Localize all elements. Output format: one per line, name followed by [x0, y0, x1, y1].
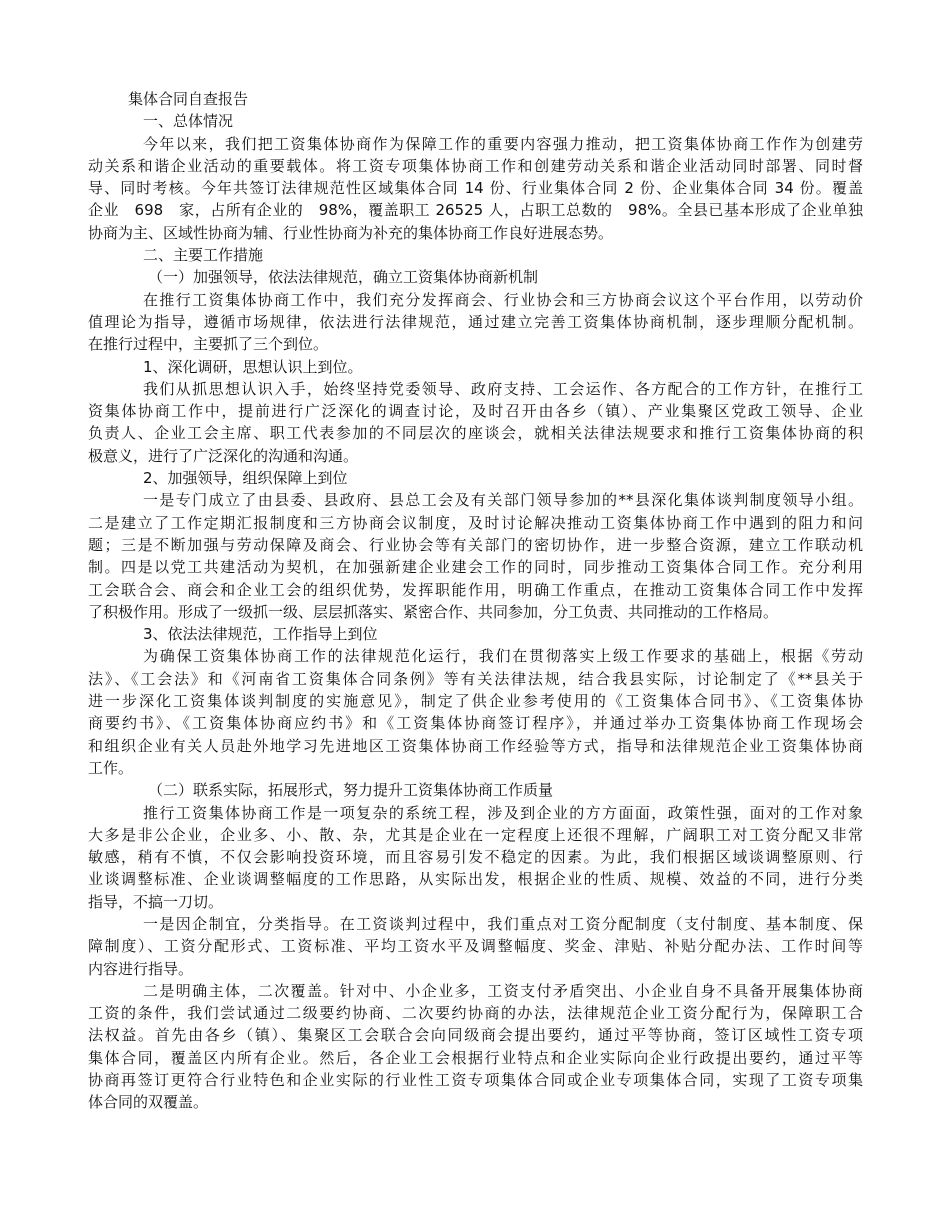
text-line: 极意义，进行了广泛深化的沟通和沟通。	[88, 446, 359, 465]
text-line: 协商再签订更符合行业特色和企业实际的行业性工资专项集体合同或企业专项集体合同，实现了工资专项集	[88, 1071, 863, 1090]
text-line: 推行工资集体协商工作是一项复杂的系统工程，涉及到企业的方方面面，政策性强，面对的工作对象	[143, 803, 863, 822]
text-line: （一）加强领导，依法法律规范，确立工资集体协商新机制	[148, 268, 539, 287]
text-line: 大多是非公企业，企业多、小、散、杂，尤其是企业在一定程度上还很不理解，广阔职工对工资分配又非常	[88, 825, 863, 844]
text-line: 协商为主、区域性协商为辅、行业性协商为补充的集体协商工作良好进展态势。	[88, 223, 614, 242]
text-line: 工作。	[88, 758, 134, 777]
text-line: 在推行工资集体协商工作中，我们充分发挥商会、行业协会和三方协商会议这个平台作用，以劳动价	[143, 290, 863, 309]
text-line: 障制度）、工资分配形式、工资标准、平均工资水平及调整幅度、奖金、津贴、补贴分配办法、工作时间等	[88, 937, 863, 956]
text-line: 二是明确主体，二次覆盖。针对中、小企业多，工资支付矛盾突出、小企业自身不具备开展集体协商	[143, 981, 863, 1000]
text-line: 值理论为指导，遵循市场规律，依法进行法律规范，通过建立完善工资集体协商机制，逐步理顺分配机制。	[88, 312, 863, 331]
text-line: 为确保工资集体协商工作的法律规范化运行，我们在贯彻落实上级工作要求的基础上，根据《劳动	[143, 647, 863, 666]
text-line: 今年以来，我们把工资集体协商作为保障工作的重要内容强力推动，把工资集体协商工作作为创建劳	[143, 134, 863, 153]
text-line: 题；三是不断加强与劳动保障及商会、行业协会等有关部门的密切协作，进一步整合资源，建立工作联动机	[88, 535, 863, 554]
text-line: 敏感，稍有不慎，不仅会影响投资环境，而且容易引发不稳定的因素。为此，我们根据区域谈调整原则、行	[88, 848, 863, 867]
text-line: 企业 698 家，占所有企业的 98%，覆盖职工 26525 人，占职工总数的 98%。全县已基本形成了企业单独	[88, 201, 863, 220]
text-line: 导、同时考核。今年共签订法律规范性区域集体合同 14 份、行业集体合同 2 份、企业集体合同 34 份。覆盖	[88, 179, 863, 198]
document-title: 集体合同自查报告	[128, 90, 249, 108]
text-line: 集体合同，覆盖区内所有企业。然后，各企业工会根据行业特点和企业实际向企业行政提出要约，通过平等	[88, 1048, 863, 1067]
text-line: 负责人、企业工会主席、职工代表参加的不同层次的座谈会，就相关法律法规要求和推行工资集体协商的积	[88, 424, 863, 443]
text-line: 一是因企制宜，分类指导。在工资谈判过程中，我们重点对工资分配制度（支付制度、基本制度、保	[143, 914, 863, 933]
text-line: 工会联合会、商会和企业工会的组织优势，发挥职能作用，明确工作重点，在推动工资集体合同工作中发挥	[88, 580, 863, 599]
text-line: 2、加强领导，组织保障上到位	[143, 469, 348, 488]
text-line: 动关系和谐企业活动的重要载体。将工资专项集体协商工作和创建劳动关系和谐企业活动同时部署、同时督	[88, 156, 863, 175]
text-line: 在推行过程中，主要抓了三个到位。	[88, 335, 329, 354]
text-line: 一是专门成立了由县委、县政府、县总工会及有关部门领导参加的**县深化集体谈判制度领导小组。	[143, 491, 863, 510]
text-line: 资集体协商工作中，提前进行广泛深化的调查讨论，及时召开由各乡（镇）、产业集聚区党政工领导、企业	[88, 402, 863, 421]
text-line: 法》、《工会法》和《河南省工资集体合同条例》等有关法律法规，结合我县实际，讨论制定了《**县关于	[88, 669, 863, 688]
text-line: 内容进行指导。	[88, 959, 194, 978]
text-line: 指导，不搞一刀切。	[88, 892, 224, 911]
text-line: 制。四是以党工共建活动为契机，在加强新建企业建会工作的同时，同步推动工资集体合同工作。充分利用	[88, 558, 863, 577]
text-line: 和组织企业有关人员赴外地学习先进地区工资集体协商工作经验等方式，指导和法律规范企业工资集体协商	[88, 736, 863, 755]
text-line: 1、深化调研，思想认识上到位。	[143, 357, 363, 376]
text-line: 工资的条件，我们尝试通过二级要约协商、二次要约协商的办法，法律规范企业工资分配行为，保障职工合	[88, 1004, 863, 1023]
text-line: 二是建立了工作定期汇报制度和三方协商会议制度，及时讨论解决推动工资集体协商工作中遇到的阻力和问	[88, 513, 863, 532]
text-line: 我们从抓思想认识入手，始终坚持党委领导、政府支持、工会运作、各方配合的工作方针，在推行工	[143, 379, 863, 398]
text-line: 了积极作用。形成了一级抓一级、层层抓落实、紧密合作、共同参加，分工负责、共同推动的工作格局。	[88, 602, 779, 621]
text-line: 一、总体情况	[143, 112, 234, 131]
text-line: 二、主要工作措施	[143, 246, 264, 265]
text-line: 业谈调整标准、企业谈调整幅度的工作思路，从实际出发，根据企业的性质、规模、效益的不同，进行分类	[88, 870, 863, 889]
text-line: 进一步深化工资集体谈判制度的实施意见》，制定了供企业参考使用的《工资集体合同书》、《工资集体协	[88, 692, 863, 711]
text-line: （二）联系实际，拓展形式，努力提升工资集体协商工作质量	[148, 781, 554, 800]
text-line: 体合同的双覆盖。	[88, 1093, 209, 1112]
document-page	[88, 88, 863, 1114]
text-line: 法权益。首先由各乡（镇）、集聚区工会联合会向同级商会提出要约，通过平等协商，签订区域性工资专项	[88, 1026, 863, 1045]
text-line: 3、依法法律规范，工作指导上到位	[143, 625, 378, 644]
text-line: 商要约书》、《工资集体协商应约书》和《工资集体协商签订程序》，并通过举办工资集体协商工作现场会	[88, 714, 863, 733]
